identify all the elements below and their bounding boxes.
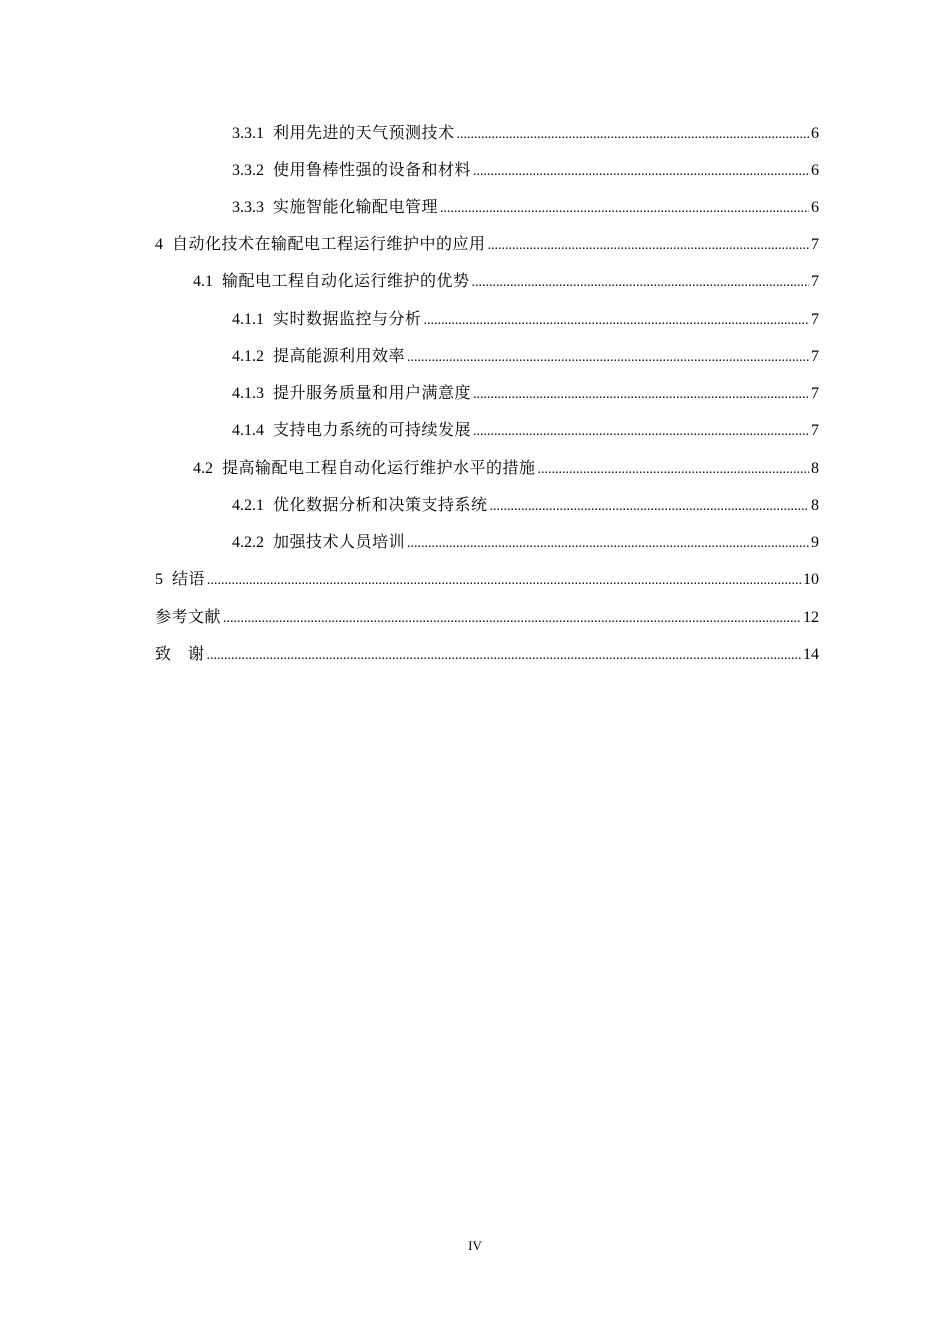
toc-leader-dots	[488, 233, 809, 259]
toc-leader-dots	[407, 345, 809, 371]
toc-entry-page: 6	[811, 199, 819, 216]
toc-entry-number: 4.1.3	[232, 385, 264, 402]
toc-entry[interactable]	[232, 157, 819, 183]
toc-entry-number: 4	[155, 236, 163, 253]
toc-entry-page: 12	[803, 609, 819, 626]
toc-entry-number: 4.1.2	[232, 348, 264, 365]
toc-entry[interactable]	[232, 120, 819, 146]
toc-entry[interactable]	[232, 417, 819, 443]
toc-entry-title: 输配电工程自动化运行维护的优势	[222, 271, 470, 290]
toc-leader-dots	[207, 643, 801, 669]
toc-leader-dots	[424, 308, 809, 334]
toc-entry-title: 自动化技术在输配电工程运行维护中的应用	[172, 234, 486, 253]
toc-entry-number: 4.1	[193, 273, 213, 290]
toc-entry-page: 7	[811, 422, 819, 439]
toc-entry[interactable]	[155, 231, 819, 257]
toc-entry-number: 4.2	[193, 460, 213, 477]
toc-entry-title: 提升服务质量和用户满意度	[273, 383, 472, 402]
toc-leader-dots	[538, 457, 809, 483]
toc-entry-title: 参考文献	[155, 607, 222, 626]
toc-entry-title: 致 谢	[155, 644, 205, 663]
toc-entry-title: 支持电力系统的可持续发展	[273, 420, 472, 439]
toc-leader-dots	[440, 196, 809, 222]
toc-entry[interactable]	[193, 455, 819, 481]
toc-leader-dots	[407, 531, 809, 557]
toc-entry-title: 提高能源利用效率	[273, 346, 406, 365]
toc-leader-dots	[472, 270, 809, 296]
toc-entry-page: 7	[811, 385, 819, 402]
toc-entry-number: 3.3.2	[232, 162, 264, 179]
toc-entry-page: 7	[811, 236, 819, 253]
toc-entry-title: 利用先进的天气预测技术	[273, 123, 455, 142]
page-number: IV	[468, 1238, 482, 1253]
toc-entry-title: 实施智能化输配电管理	[273, 197, 439, 216]
toc-entry-number: 4.2.1	[232, 497, 264, 514]
toc-entry-number: 3.3.3	[232, 199, 264, 216]
toc-leader-dots	[473, 159, 809, 185]
toc-entry-page: 6	[811, 125, 819, 142]
toc-entry[interactable]	[232, 380, 819, 406]
toc-entry[interactable]	[155, 566, 819, 592]
toc-leader-dots	[207, 568, 801, 594]
toc-entry-title: 实时数据监控与分析	[273, 309, 422, 328]
toc-entry[interactable]	[232, 492, 819, 518]
toc-entry[interactable]	[232, 194, 819, 220]
toc-entry-number: 4.2.2	[232, 534, 264, 551]
toc-entry-title: 提高输配电工程自动化运行维护水平的措施	[222, 458, 536, 477]
toc-entry[interactable]	[155, 604, 819, 630]
toc-leader-dots	[223, 606, 801, 632]
toc-entry-page: 10	[803, 571, 819, 588]
toc-entry-page: 9	[811, 534, 819, 551]
toc-entry-page: 8	[811, 497, 819, 514]
toc-entry-title: 结语	[172, 569, 206, 588]
toc-entry[interactable]	[155, 641, 819, 667]
toc-entry-number: 4.1.1	[232, 311, 264, 328]
toc-entry-page: 8	[811, 460, 819, 477]
toc-leader-dots	[490, 494, 809, 520]
toc-entry-title: 加强技术人员培训	[273, 532, 406, 551]
toc-entry-number: 5	[155, 571, 163, 588]
toc-leader-dots	[473, 419, 809, 445]
toc-entry-title: 优化数据分析和决策支持系统	[273, 495, 488, 514]
toc-entry-page: 6	[811, 162, 819, 179]
toc-entry-page: 7	[811, 348, 819, 365]
toc-entry-page: 7	[811, 273, 819, 290]
toc-entry[interactable]	[232, 306, 819, 332]
toc-entry-number: 4.1.4	[232, 422, 264, 439]
toc-entry-page: 7	[811, 311, 819, 328]
toc-entry-page: 14	[803, 646, 819, 663]
toc-entry-number: 3.3.1	[232, 125, 264, 142]
toc-entry[interactable]	[232, 343, 819, 369]
toc-entry[interactable]	[193, 268, 819, 294]
toc-entry[interactable]	[232, 529, 819, 555]
toc-entry-title: 使用鲁棒性强的设备和材料	[273, 160, 472, 179]
toc-leader-dots	[457, 122, 809, 148]
toc-leader-dots	[473, 382, 809, 408]
